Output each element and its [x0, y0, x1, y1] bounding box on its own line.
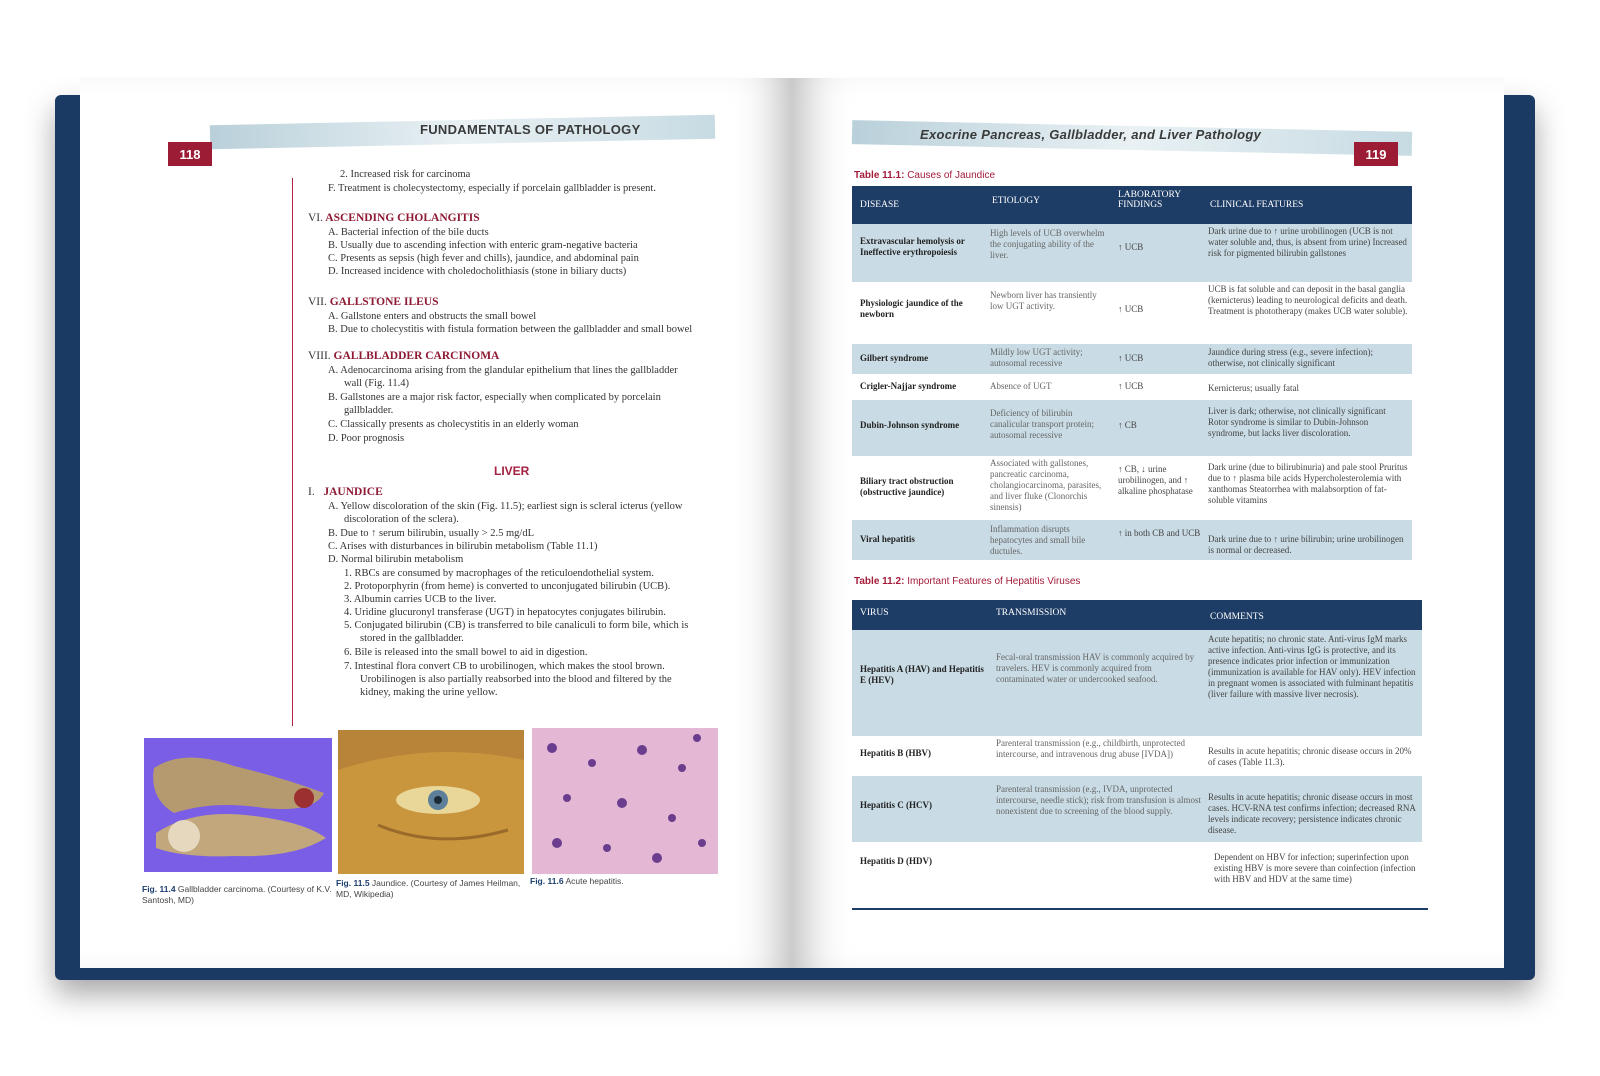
cell-clinical: UCB is fat soluble and can deposit in the basal ganglia (kernicterus) leading to neurological deficits and death. Treatment is phototherapy (makes UCB water soluble). — [1208, 284, 1408, 316]
cell-lab: ↑ UCB — [1118, 353, 1144, 363]
section-title: GALLSTONE ILEUS — [329, 296, 439, 308]
list-item: C. Arises with disturbances in bilirubin metabolism (Table 11.1) — [328, 541, 598, 552]
table-row — [852, 224, 1412, 282]
col-header: DISEASE — [860, 200, 900, 210]
section-title: GALLBLADDER CARCINOMA — [333, 350, 500, 362]
col-header: COMMENTS — [1210, 612, 1264, 622]
cell-virus: Hepatitis A (HAV) and Hepatitis E (HEV) — [860, 664, 984, 685]
fig-label: Fig. 11.4 — [142, 884, 176, 894]
table-row — [852, 844, 1422, 900]
cell-disease: Crigler-Najjar syndrome — [860, 381, 957, 391]
list-item-cont: wall (Fig. 11.4) — [344, 378, 409, 389]
section-gallstone-ileus — [308, 296, 438, 308]
table-row — [852, 282, 1412, 342]
section-jaundice — [308, 486, 383, 498]
list-subitem: 6. Bile is released into the small bowel to aid in digestion. — [344, 647, 588, 658]
list-item: A. Adenocarcinoma arising from the glandular epithelium that lines the gallbladder — [328, 365, 678, 376]
cell-transmission: Parenteral transmission (e.g., childbirth, unprotected intercourse, and intravenous drug abuse [IVDA]) — [996, 738, 1185, 759]
col-header: ETIOLOGY — [992, 196, 1041, 206]
table-11-1-title — [854, 170, 995, 181]
table-11-1-header — [852, 186, 1412, 224]
section-gallbladder-carcinoma — [308, 350, 499, 362]
right-running-head: Exocrine Pancreas, Gallbladder, and Liver Pathology — [920, 127, 1262, 142]
fig-caption-text: Jaundice. (Courtesy of James Heilman, MD, Wikipedia) — [336, 878, 521, 899]
list-subitem: 5. Conjugated bilirubin (CB) is transferred to bile canaliculi to form bile, which is — [344, 620, 689, 631]
left-page-number: 118 — [168, 142, 212, 166]
fig-label: Fig. 11.6 — [530, 876, 564, 886]
table-row — [852, 630, 1422, 736]
table-row — [852, 776, 1422, 842]
cell-disease: Physiologic jaundice of the newborn — [860, 298, 963, 319]
fig-11-5-caption — [336, 878, 526, 900]
section-title: ASCENDING CHOLANGITIS — [325, 212, 480, 224]
cell-lab: ↑ CB, ↓ urine urobilinogen, and ↑ alkaline phosphatase — [1118, 464, 1193, 496]
cell-comments: Results in acute hepatitis; chronic disease occurs in most cases. HCV-RNA test confirms infection; decreased RNA levels indicate recovery; persistence indicates chronic disease. — [1208, 792, 1416, 835]
cell-lab: ↑ UCB — [1118, 381, 1144, 391]
fig-caption-text: Acute hepatitis. — [565, 876, 624, 886]
right-page-number: 119 — [1354, 142, 1398, 166]
cell-clinical: Jaundice during stress (e.g., severe infection); otherwise, not clinically significant — [1208, 347, 1373, 368]
table-row — [852, 376, 1412, 398]
cell-etiology: Mildly low UGT activity; autosomal recessive — [990, 347, 1083, 368]
cell-lab: ↑ in both CB and UCB — [1118, 528, 1201, 538]
table-row — [852, 344, 1412, 374]
list-item: D. Poor prognosis — [328, 433, 405, 444]
cell-lab: ↑ UCB — [1118, 304, 1144, 314]
list-item: C. Presents as sepsis (high fever and chills), jaundice, and abdominal pain — [328, 253, 639, 264]
list-subitem: 4. Uridine glucuronyl transferase (UGT) in hepatocytes conjugates bilirubin. — [344, 607, 666, 618]
cell-comments: Results in acute hepatitis; chronic disease occurs in 20% of cases (Table 11.3). — [1208, 746, 1412, 767]
list-item: D. Normal bilirubin metabolism — [328, 554, 464, 565]
cell-etiology: Absence of UGT — [990, 381, 1052, 391]
item-increased-risk: 2. Increased risk for carcinoma — [340, 169, 471, 180]
list-item-cont: discoloration of the sclera). — [344, 514, 459, 525]
fig-jaundice-image — [338, 730, 524, 874]
list-item: A. Yellow discoloration of the skin (Fig. 11.5); earliest sign is scleral icterus (yellow — [328, 501, 683, 512]
list-subitem: 3. Albumin carries UCB to the liver. — [344, 594, 497, 605]
table-11-2-title — [854, 576, 1080, 587]
cell-disease: Extravascular hemolysis or Ineffective erythropoiesis — [860, 236, 965, 257]
col-header: VIRUS — [860, 608, 889, 618]
fig-11-4-caption — [142, 884, 332, 906]
right-page — [792, 78, 1504, 968]
table-bottom-rule — [852, 908, 1428, 910]
cell-disease: Dubin-Johnson syndrome — [860, 420, 960, 430]
table-11-2-header — [852, 600, 1422, 630]
cell-virus: Hepatitis D (HDV) — [860, 856, 932, 866]
cell-disease: Biliary tract obstruction (obstructive jaundice) — [860, 476, 954, 497]
fig-label: Fig. 11.5 — [336, 878, 370, 888]
cell-disease: Viral hepatitis — [860, 534, 915, 544]
left-running-head: FUNDAMENTALS OF PATHOLOGY — [420, 122, 641, 137]
left-margin-rule — [292, 178, 293, 726]
list-item: B. Gallstones are a major risk factor, especially when complicated by porcelain — [328, 392, 661, 403]
section-number: VI. — [308, 212, 324, 224]
cell-etiology: Associated with gallstones, pancreatic carcinoma, cholangiocarcinoma, parasites, and liver fluke (Clonorchis sinensis) — [990, 458, 1102, 512]
cell-clinical: Dark urine due to ↑ urine bilirubin; urine urobilinogen is normal or decreased. — [1208, 534, 1404, 555]
list-item-cont: gallbladder. — [344, 405, 394, 416]
col-header: LABORATORY FINDINGS — [1118, 190, 1181, 210]
table-row — [852, 736, 1422, 774]
cell-etiology: Deficiency of bilirubin canalicular transport protein; autosomal recessive — [990, 408, 1094, 440]
list-subitem-cont: stored in the gallbladder. — [360, 633, 464, 644]
left-page — [80, 78, 792, 968]
col-header: CLINICAL FEATURES — [1210, 200, 1304, 210]
section-number: VIII. — [308, 350, 331, 362]
cell-etiology: Newborn liver has transiently low UGT activity. — [990, 290, 1097, 311]
table-title-text: Important Features of Hepatitis Viruses — [907, 576, 1081, 587]
list-item: C. Classically presents as cholecystitis in an elderly woman — [328, 419, 579, 430]
table-row — [852, 520, 1412, 560]
table-label: Table 11.1: — [854, 170, 905, 181]
fig-acute-hepatitis-image — [532, 728, 718, 874]
table-label: Table 11.2: — [854, 576, 905, 587]
cell-virus: Hepatitis B (HBV) — [860, 748, 931, 758]
table-row — [852, 456, 1412, 518]
list-item: B. Usually due to ascending infection with enteric gram-negative bacteria — [328, 240, 638, 251]
list-subitem: 7. Intestinal flora convert CB to urobilinogen, which makes the stool brown. — [344, 661, 665, 672]
cell-etiology: Inflammation disrupts hepatocytes and small bile ductules. — [990, 524, 1086, 556]
cell-transmission: Parenteral transmission (e.g., IVDA, unprotected intercourse, needle stick); risk from transfusion is almost nonexistent due to screening of the blood supply. — [996, 784, 1201, 816]
cell-disease: Gilbert syndrome — [860, 353, 929, 363]
cell-comments: Dependent on HBV for infection; superinfection upon existing HBV is more severe than coinfection (infection with HBV and HDV at the same time) — [1214, 852, 1416, 884]
cell-comments: Acute hepatitis; no chronic state. Anti-virus IgM marks active infection. Anti-virus IgG is protective, and its presence indicates prior infection or immunization (immunization is available for HAV only). HEV infection in pregnant women is associated with fulminant hepatitis (liver failure with massive liver necrosis). — [1208, 634, 1416, 699]
section-number: VII. — [308, 296, 327, 308]
list-subitem-cont: Urobilinogen is also partially reabsorbed into the blood and filtered by the — [360, 674, 672, 685]
section-number: I. — [308, 486, 315, 498]
cell-lab: ↑ UCB — [1118, 242, 1144, 252]
cell-etiology: High levels of UCB overwhelm the conjugating ability of the liver. — [990, 228, 1105, 260]
list-subitem: 1. RBCs are consumed by macrophages of the reticuloendothelial system. — [344, 568, 654, 579]
fig-caption-text: Gallbladder carcinoma. (Courtesy of K.V. Santosh, MD) — [142, 884, 332, 905]
table-row — [852, 400, 1412, 456]
cell-clinical: Kernicterus; usually fatal — [1208, 383, 1299, 393]
section-ascending-cholangitis — [308, 212, 480, 224]
cell-virus: Hepatitis C (HCV) — [860, 800, 932, 810]
cell-clinical: Liver is dark; otherwise, not clinically significant Rotor syndrome is similar to Dubin-Johnson syndrome, but lacks liver discoloration. — [1208, 406, 1386, 438]
item-treatment: F. Treatment is cholecystectomy, especially if porcelain gallbladder is present. — [328, 183, 656, 194]
list-item: B. Due to ↑ serum bilirubin, usually > 2.5 mg/dL — [328, 528, 534, 539]
table-title-text: Causes of Jaundice — [907, 170, 996, 181]
list-item: A. Gallstone enters and obstructs the small bowel — [328, 311, 537, 322]
list-item: B. Due to cholecystitis with fistula formation between the gallbladder and small bowel — [328, 324, 693, 335]
cell-clinical: Dark urine due to ↑ urine urobilinogen (UCB is not water soluble and, thus, is absent from urine) Increased risk for pigmented bilirubin gallstones — [1208, 226, 1407, 258]
liver-heading: LIVER — [494, 464, 530, 478]
list-item: D. Increased incidence with choledocholithiasis (stone in biliary ducts) — [328, 266, 627, 277]
cell-transmission: Fecal-oral transmission HAV is commonly acquired by travelers. HEV is commonly acquired from contaminated water or undercooked seafood. — [996, 652, 1195, 684]
section-title: JAUNDICE — [323, 486, 383, 498]
col-header: TRANSMISSION — [996, 608, 1067, 618]
list-subitem: 2. Protoporphyrin (from heme) is converted to unconjugated bilirubin (UCB). — [344, 581, 671, 592]
cell-lab: ↑ CB — [1118, 420, 1137, 430]
list-item: A. Bacterial infection of the bile ducts — [328, 227, 489, 238]
fig-11-6-caption — [530, 876, 720, 887]
cell-clinical: Dark urine (due to bilirubinuria) and pale stool Pruritus due to ↑ plasma bile acids Hypercholesterolemia with xanthomas Steatorrhea with malabsorption of fat-soluble vitamins — [1208, 462, 1408, 505]
fig-gallbladder-image — [144, 738, 332, 872]
list-subitem-cont: kidney, making the urine yellow. — [360, 687, 498, 698]
